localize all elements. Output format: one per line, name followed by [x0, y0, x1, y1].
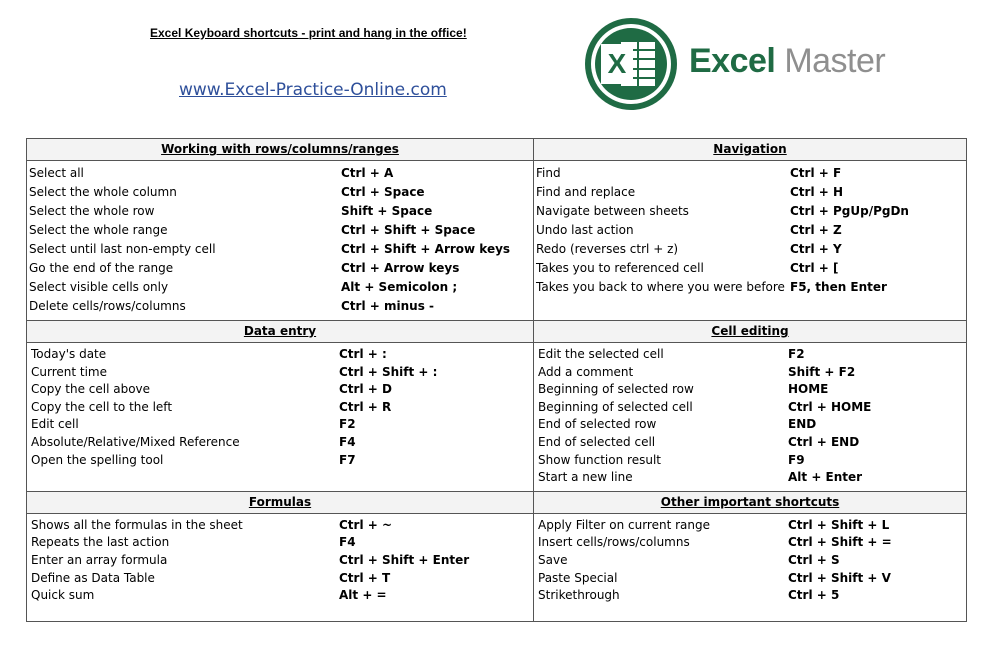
section-header-data-entry: Data entry [27, 321, 534, 343]
shortcut-keys: Ctrl + Shift + V [788, 570, 891, 585]
section-header-cell-editing: Cell editing [534, 321, 967, 343]
logo-wordmark [689, 42, 885, 81]
excel-master-logo [585, 18, 915, 116]
shortcut-action: Select until last non-empty cell [29, 242, 216, 256]
shortcut-keys: Ctrl + PgUp/PgDn [790, 204, 909, 218]
shortcut-action: Copy the cell above [31, 382, 151, 397]
shortcut-keys: Ctrl + Shift + : [339, 364, 438, 379]
shortcut-row [27, 221, 533, 240]
shortcut-keys: Shift + Space [341, 204, 433, 218]
logo-word-master: Master [784, 42, 886, 80]
shortcut-keys: Alt + = [339, 588, 387, 603]
shortcut-row [534, 469, 966, 487]
shortcut-row [27, 297, 533, 316]
shortcut-action: End of selected row [538, 417, 657, 432]
section-header-formulas: Formulas [27, 491, 534, 513]
shortcut-row [27, 452, 533, 470]
shortcut-action: Select the whole row [29, 204, 155, 218]
navigation-list [534, 161, 966, 301]
shortcut-row [534, 221, 966, 240]
shortcut-action: Edit cell [31, 417, 79, 432]
shortcut-keys: Alt + Enter [788, 470, 863, 485]
shortcut-action: Find and replace [536, 185, 636, 199]
shortcut-action: Absolute/Relative/Mixed Reference [31, 434, 240, 449]
shortcut-keys: F4 [339, 434, 356, 449]
shortcut-row [534, 517, 966, 535]
shortcut-keys: F7 [339, 452, 356, 467]
shortcut-row [534, 587, 966, 605]
shortcut-row [27, 183, 533, 202]
shortcuts-table [26, 138, 967, 622]
shortcut-action: Quick sum [31, 588, 95, 603]
shortcut-row [534, 164, 966, 183]
shortcut-keys: Ctrl + A [341, 166, 394, 180]
shortcut-action: Select all [29, 166, 84, 180]
shortcut-action: Define as Data Table [31, 570, 155, 585]
logo-word-excel: Excel [689, 42, 776, 80]
shortcut-action: Select visible cells only [29, 280, 169, 294]
data-entry-list [27, 343, 533, 473]
shortcut-keys: Ctrl + Shift + = [788, 535, 892, 550]
shortcut-action: Enter an array formula [31, 552, 168, 567]
shortcut-keys: Ctrl + ~ [339, 517, 393, 532]
shortcut-row [534, 534, 966, 552]
shortcut-action: Repeats the last action [31, 535, 170, 550]
shortcut-row [27, 240, 533, 259]
shortcut-keys: Ctrl + Arrow keys [341, 261, 460, 275]
shortcut-keys: Ctrl + D [339, 382, 392, 397]
shortcut-keys: F2 [788, 347, 805, 361]
shortcut-keys: Ctrl + S [788, 552, 840, 567]
shortcut-action: Takes you to referenced cell [536, 261, 704, 275]
shortcut-row [534, 434, 966, 452]
shortcut-keys: END [788, 417, 817, 432]
section-header-rows-ranges: Working with rows/columns/ranges [27, 139, 534, 161]
shortcut-row [534, 278, 966, 297]
shortcut-action: Paste Special [538, 570, 618, 585]
shortcut-action: Edit the selected cell [538, 347, 664, 361]
shortcut-keys: Ctrl + Shift + L [788, 517, 890, 532]
shortcut-action: Shows all the formulas in the sheet [31, 517, 243, 532]
shortcut-action: Save [538, 552, 568, 567]
shortcut-row [534, 183, 966, 202]
shortcut-action: Beginning of selected row [538, 382, 694, 397]
shortcut-row [534, 452, 966, 470]
shortcut-row [27, 278, 533, 297]
shortcut-keys: Ctrl + F [790, 166, 842, 180]
shortcut-keys: F4 [339, 535, 356, 550]
shortcut-action: Copy the cell to the left [31, 399, 173, 414]
shortcut-action: End of selected cell [538, 434, 656, 449]
shortcut-action: Add a comment [538, 364, 634, 379]
page-title: Excel Keyboard shortcuts - print and hang in the office! [150, 26, 467, 40]
shortcut-row [534, 552, 966, 570]
shortcut-keys: Ctrl + HOME [788, 399, 872, 414]
shortcut-keys: Ctrl + Y [790, 242, 842, 256]
shortcut-keys: Ctrl + R [339, 399, 392, 414]
shortcut-action: Find [536, 166, 561, 180]
shortcut-keys: Ctrl + minus - [341, 299, 434, 313]
shortcut-row [27, 164, 533, 183]
shortcut-keys: F9 [788, 452, 805, 467]
shortcut-keys: F5, then Enter [790, 280, 887, 294]
shortcut-keys: Ctrl + Shift + Enter [339, 552, 470, 567]
shortcut-action: Beginning of selected cell [538, 399, 693, 414]
shortcut-keys: Ctrl + 5 [788, 588, 840, 603]
shortcut-action: Insert cells/rows/columns [538, 535, 690, 550]
shortcut-row [534, 240, 966, 259]
shortcut-row [534, 364, 966, 382]
section-header-other: Other important shortcuts [534, 491, 967, 513]
shortcut-row [27, 570, 533, 588]
shortcut-row [27, 587, 533, 605]
rows-ranges-list [27, 161, 533, 320]
cell-editing-list [534, 343, 966, 491]
shortcut-keys: Shift + F2 [788, 364, 856, 379]
shortcut-keys: Ctrl + [ [790, 261, 839, 275]
shortcut-keys: Ctrl + H [790, 185, 844, 199]
shortcut-keys: HOME [788, 382, 829, 397]
shortcut-action: Start a new line [538, 470, 633, 485]
shortcut-row [534, 259, 966, 278]
shortcut-row [27, 202, 533, 221]
shortcut-action: Select the whole column [29, 185, 177, 199]
shortcut-row [534, 202, 966, 221]
shortcut-keys: Ctrl + Shift + Space [341, 223, 476, 237]
shortcut-row [27, 416, 533, 434]
website-link[interactable]: www.Excel-Practice-Online.com [179, 80, 447, 100]
shortcut-keys: F2 [339, 417, 356, 432]
shortcut-row [27, 517, 533, 535]
shortcut-row [27, 552, 533, 570]
other-list [534, 514, 966, 621]
shortcut-action: Current time [31, 364, 107, 379]
shortcut-row [534, 416, 966, 434]
shortcut-action: Show function result [538, 452, 661, 467]
shortcut-row [534, 346, 966, 364]
shortcut-row [27, 434, 533, 452]
shortcut-keys: Ctrl + Z [790, 223, 842, 237]
excel-x-icon: X [601, 44, 633, 84]
shortcut-action: Apply Filter on current range [538, 517, 710, 532]
shortcut-row [27, 399, 533, 417]
shortcut-keys: Ctrl + Shift + Arrow keys [341, 242, 511, 256]
shortcut-row [534, 570, 966, 588]
shortcut-action: Open the spelling tool [31, 452, 164, 467]
shortcut-action: Go the end of the range [29, 261, 174, 275]
shortcut-keys: Ctrl + T [339, 570, 391, 585]
shortcut-row [27, 381, 533, 399]
formulas-list [27, 514, 533, 621]
shortcut-action: Select the whole range [29, 223, 168, 237]
shortcut-keys: Ctrl + Space [341, 185, 425, 199]
shortcut-keys: Alt + Semicolon ; [341, 280, 458, 294]
section-header-navigation: Navigation [534, 139, 967, 161]
shortcut-action: Takes you back to where you were before [536, 280, 785, 294]
shortcut-action: Navigate between sheets [536, 204, 689, 218]
shortcut-row [27, 364, 533, 382]
shortcut-keys: Ctrl + : [339, 347, 387, 361]
shortcut-action: Redo (reverses ctrl + z) [536, 242, 679, 256]
shortcut-action: Strikethrough [538, 588, 620, 603]
shortcut-row [534, 399, 966, 417]
shortcut-keys: Ctrl + END [788, 434, 860, 449]
shortcut-action: Today's date [31, 347, 107, 361]
shortcut-row [534, 381, 966, 399]
shortcut-row [27, 534, 533, 552]
shortcut-action: Delete cells/rows/columns [29, 299, 186, 313]
shortcut-action: Undo last action [536, 223, 634, 237]
shortcut-row [27, 259, 533, 278]
shortcut-row [27, 346, 533, 364]
